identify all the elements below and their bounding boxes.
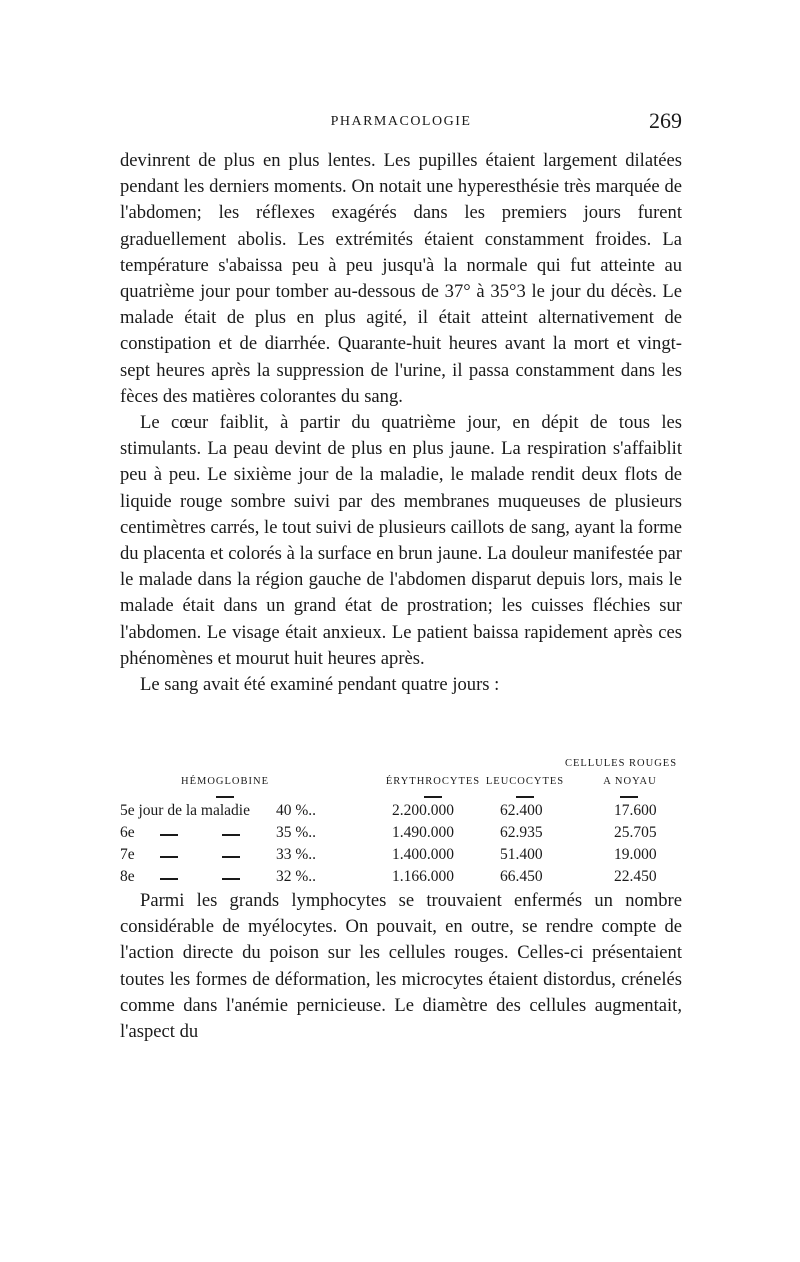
row-cellules: 19.000 <box>614 846 657 863</box>
row-erythrocytes: 1.166.000 <box>392 868 454 885</box>
row-day: 7e <box>120 846 135 863</box>
row-erythrocytes: 1.490.000 <box>392 824 454 841</box>
ditto-dash <box>160 856 178 858</box>
row-day: 6e <box>120 824 135 841</box>
row-day: 8e <box>120 868 135 885</box>
row-hemoglobine: 33 %.. <box>276 846 317 863</box>
row-leucocytes: 66.450 <box>500 868 543 885</box>
header-rule <box>620 796 638 798</box>
row-cellules: 17.600 <box>614 802 657 819</box>
row-cellules: 25.705 <box>614 824 657 841</box>
ditto-dash <box>222 856 240 858</box>
row-cellules: 22.450 <box>614 868 657 885</box>
header-rule <box>424 796 442 798</box>
header-leucocytes: LEUCOCYTES <box>485 776 565 787</box>
ditto-dash <box>222 834 240 836</box>
body-text-top <box>120 148 682 698</box>
header-rule <box>516 796 534 798</box>
row-erythrocytes: 1.400.000 <box>392 846 454 863</box>
row-leucocytes: 62.400 <box>500 802 543 819</box>
row-hemoglobine: 40 %.. <box>276 802 317 819</box>
header-hemoglobine: HÉMOGLOBINE <box>181 776 269 787</box>
running-title: PHARMACOLOGIE <box>330 114 472 129</box>
body-text-bottom <box>120 888 682 1045</box>
row-erythrocytes: 2.200.000 <box>392 802 454 819</box>
row-leucocytes: 51.400 <box>500 846 543 863</box>
blood-table <box>120 752 682 892</box>
header-cellules-line2: A NOYAU <box>603 776 657 787</box>
row-leucocytes: 62.935 <box>500 824 543 841</box>
ditto-dash <box>160 834 178 836</box>
paragraph: devinrent de plus en plus lentes. Les pupilles étaient largement dilatées pendant les derniers moments. On notait une hyperesthésie très marquée de l'abdomen; les réflexes exagérés dans les premiers jours furent graduellement abolis. Les extrémités étaient constamment froides. La température s'abaissa peu à peu jusqu'à la normale qui fut atteinte au quatrième jour pour tomber au-dessous de 37° à 35°3 le jour du décès. Le malade était de plus en plus agité, il était atteint alternativement de constipation et de diarrhée. Quarante-huit heures avant la mort et vingt-sept heures après la suppression de l'urine, il passa constamment dans les fèces des matières colorantes du sang. <box>120 150 682 407</box>
page-header <box>120 108 682 136</box>
row-day: 5e jour de la maladie <box>120 802 250 819</box>
page-number: 269 <box>649 108 682 133</box>
paragraph: Le sang avait été examiné pendant quatre jours : <box>140 674 500 696</box>
paragraph: Parmi les grands lymphocytes se trouvaient enfermés un nombre considérable de myélocytes. On pouvait, en outre, se rendre compte de l'action directe du poison sur les cellules rouges. Celles-ci présentaient toutes les formes de déformation, les microcytes étaient distordus, crénelés comme dans l'anémie pernicieuse. Le diamètre des cellules augmentait, l'aspect du <box>120 890 682 1043</box>
header-cellules-line1: CELLULES ROUGES <box>564 758 678 769</box>
header-rule <box>216 796 234 798</box>
ditto-dash <box>222 878 240 880</box>
row-hemoglobine: 32 %.. <box>276 868 317 885</box>
ditto-dash <box>160 878 178 880</box>
header-erythrocytes: ÉRYTHROCYTES <box>385 776 481 787</box>
row-hemoglobine: 35 %.. <box>276 824 317 841</box>
paragraph: Le cœur faiblit, à partir du quatrième jour, en dépit de tous les stimulants. La peau devint de plus en plus jaune. La respiration s'affaiblit peu à peu. Le sixième jour de la maladie, le malade rendit deux flots de liquide rouge sombre suivi par des membranes muqueuses de plusieurs centimètres carrés, le tout suivi de plusieurs caillots de sang, ayant la forme du placenta et colorés à la surface en brun jaune. La douleur manifestée par le malade dans la région gauche de l'abdomen disparut depuis lors, mais le malade était dans un grand état de prostration; les cuisses fléchies sur l'abdomen. Le visage était anxieux. Le patient baissa rapidement après ces phénomènes et mourut huit heures après. <box>120 412 682 669</box>
